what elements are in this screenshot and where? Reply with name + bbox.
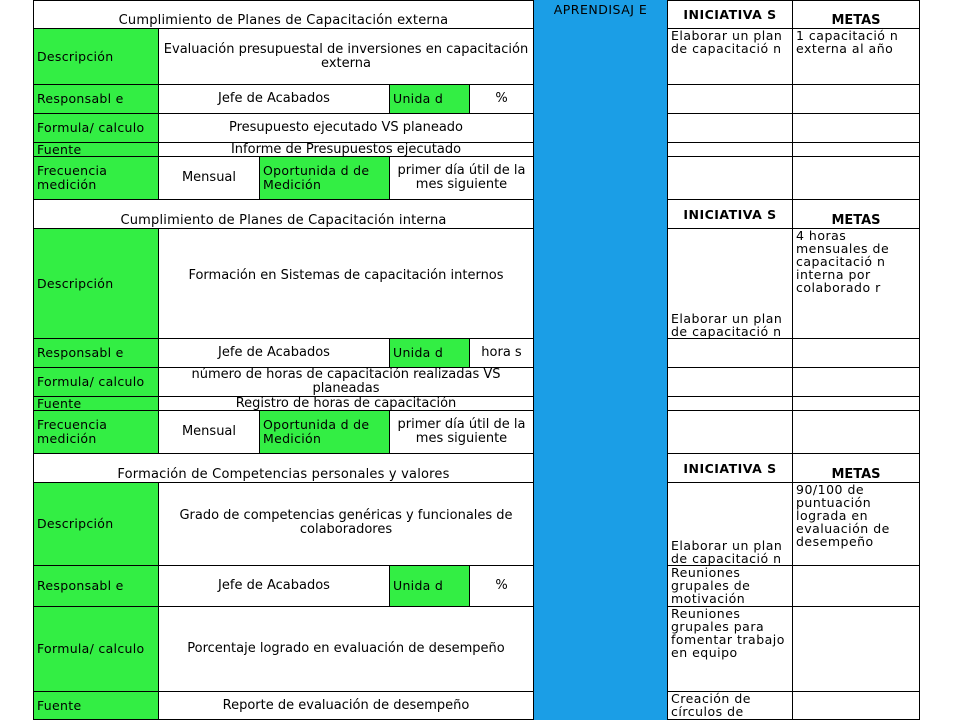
iniciativa-text: Reuniones grupales para fomentar trabajo en equipo	[671, 606, 785, 660]
s3-responsable	[158, 565, 390, 607]
iniciativa-text: Elaborar un plan de capacitació n	[671, 538, 783, 566]
s1-meta-empty	[792, 113, 920, 143]
formula-text: número de horas de capacitación realizadas VS planeadas	[191, 367, 501, 396]
aprendizaje-header: APRENDISAJ E	[553, 2, 648, 17]
label-text: Fuente	[37, 142, 82, 157]
section-3-metas-header	[792, 453, 920, 483]
section-3-iniciativas-header	[667, 453, 793, 483]
section-2-metas-header	[792, 199, 920, 229]
s1-label-frecuencia	[33, 156, 159, 200]
section-2-title-text: Cumplimiento de Planes de Capacitación interna	[120, 213, 447, 228]
s3-iniciativa-2	[667, 565, 793, 607]
label-text: Oportunida d de Medición	[263, 163, 370, 192]
s2-formula	[158, 367, 534, 397]
s1-unidad	[469, 84, 534, 114]
s2-fuente	[158, 396, 534, 411]
meta-text: 90/100 de puntuación lograda en evaluación de desempeño	[796, 482, 890, 549]
s2-oportunidad	[389, 410, 534, 454]
section-1-iniciativas-header	[667, 0, 793, 29]
s1-meta	[792, 28, 920, 85]
iniciativa-text: Elaborar un plan de capacitació n	[671, 28, 783, 56]
s1-meta-empty	[792, 84, 920, 114]
s1-iniciativa-empty	[667, 156, 793, 200]
fuente-text: Informe de Presupuestos ejecutado	[230, 142, 462, 157]
s1-meta-empty	[792, 142, 920, 157]
s2-label-formula	[33, 367, 159, 397]
label-text: Frecuencia medición	[37, 163, 108, 192]
s2-meta	[792, 228, 920, 339]
iniciativas-header-text: INICIATIVA S	[683, 7, 777, 22]
responsable-text: Jefe de Acabados	[218, 91, 330, 106]
s1-iniciativa-empty	[667, 142, 793, 157]
section-2-title	[33, 199, 534, 229]
s2-frecuencia	[158, 410, 260, 454]
s2-label-oportunidad	[259, 410, 390, 454]
unidad-text: hora s	[481, 345, 522, 360]
iniciativa-text: Reuniones grupales de motivación	[671, 565, 751, 606]
s2-responsable	[158, 338, 390, 368]
label-text: Frecuencia medición	[37, 417, 108, 446]
frecuencia-text: Mensual	[181, 170, 237, 185]
s3-label-fuente	[33, 691, 159, 720]
s2-iniciativa-empty	[667, 396, 793, 411]
s3-iniciativa-1	[667, 482, 793, 566]
iniciativas-header-text: INICIATIVA S	[683, 206, 777, 222]
s2-label-fuente	[33, 396, 159, 411]
s3-iniciativa-3	[667, 606, 793, 692]
label-text: Unida d	[393, 345, 444, 360]
label-text: Formula/ calculo	[37, 120, 145, 135]
descripcion-text: Formación en Sistemas de capacitación internos	[188, 268, 504, 283]
label-text: Descripción	[37, 48, 114, 64]
s2-meta-empty	[792, 338, 920, 368]
s1-label-responsable	[33, 84, 159, 114]
s3-formula	[158, 606, 534, 692]
s3-label-unidad	[389, 565, 470, 607]
section-1-title	[33, 0, 534, 29]
s1-iniciativa	[667, 28, 793, 85]
s1-formula	[158, 113, 534, 143]
label-text: Unida d	[393, 578, 444, 593]
s2-unidad	[469, 338, 534, 368]
meta-text: 1 capacitació n externa al año	[796, 28, 899, 56]
label-text: Descripción	[37, 275, 114, 291]
s3-label-responsable	[33, 565, 159, 607]
s2-meta-empty	[792, 367, 920, 397]
descripcion-text: Grado de competencias genéricas y funcionales de colaboradores	[179, 508, 513, 537]
s3-label-descripcion	[33, 482, 159, 566]
responsable-text: Jefe de Acabados	[218, 345, 330, 360]
oportunidad-text: primer día útil de la mes siguiente	[397, 163, 526, 192]
label-text: Descripción	[37, 516, 114, 531]
s3-meta-empty	[792, 565, 920, 607]
unidad-text: %	[495, 578, 508, 593]
s2-iniciativa-empty	[667, 367, 793, 397]
s1-label-oportunidad	[259, 156, 390, 200]
label-text: Formula/ calculo	[37, 374, 145, 389]
s3-iniciativa-4	[667, 691, 793, 720]
s2-label-unidad	[389, 338, 470, 368]
indicator-table	[33, 0, 920, 720]
oportunidad-text: primer día útil de la mes siguiente	[397, 417, 526, 446]
s2-iniciativa-empty	[667, 338, 793, 368]
metas-header-text: METAS	[831, 467, 881, 482]
s2-descripcion	[158, 228, 534, 339]
s2-meta-empty	[792, 396, 920, 411]
s1-descripcion	[158, 28, 534, 85]
label-text: Oportunida d de Medición	[263, 417, 370, 446]
iniciativa-text: Elaborar un plan de capacitació n	[671, 311, 783, 339]
s1-responsable	[158, 84, 390, 114]
s2-label-descripcion	[33, 228, 159, 339]
meta-text: 4 horas mensuales de capacitació n interna por colaborado r	[796, 228, 890, 295]
section-3-title-text: Formación de Competencias personales y valores	[117, 467, 450, 482]
iniciativa-text: Creación de círculos de	[671, 691, 751, 719]
s2-meta-empty	[792, 410, 920, 454]
s3-label-formula	[33, 606, 159, 692]
s3-fuente	[158, 691, 534, 720]
fuente-text: Reporte de evaluación de desempeño	[222, 697, 470, 713]
s1-frecuencia	[158, 156, 260, 200]
s1-iniciativa-empty	[667, 84, 793, 114]
label-text: Responsabl e	[37, 578, 124, 593]
s3-descripcion	[158, 482, 534, 566]
s1-label-descripcion	[33, 28, 159, 85]
formula-text: Porcentaje logrado en evaluación de desempeño	[187, 641, 505, 656]
label-text: Fuente	[37, 396, 82, 411]
s1-iniciativa-empty	[667, 113, 793, 143]
label-text: Responsabl e	[37, 91, 124, 106]
s3-unidad	[469, 565, 534, 607]
frecuencia-text: Mensual	[181, 424, 237, 439]
s1-label-formula	[33, 113, 159, 143]
metas-header-text: METAS	[831, 213, 881, 228]
label-text: Unida d	[393, 91, 444, 106]
s3-meta-empty	[792, 606, 920, 692]
s1-oportunidad	[389, 156, 534, 200]
s2-iniciativa	[667, 228, 793, 339]
formula-text: Presupuesto ejecutado VS planeado	[228, 120, 464, 135]
aprendizaje-column	[533, 0, 668, 720]
s1-meta-empty	[792, 156, 920, 200]
section-3-title	[33, 453, 534, 483]
s1-label-unidad	[389, 84, 470, 114]
responsable-text: Jefe de Acabados	[218, 578, 330, 593]
unidad-text: %	[495, 91, 508, 106]
section-2-iniciativas-header	[667, 199, 793, 229]
label-text: Formula/ calculo	[37, 641, 145, 656]
iniciativas-header-text: INICIATIVA S	[683, 460, 777, 476]
section-1-metas-header	[792, 0, 920, 29]
metas-header-text: METAS	[831, 13, 881, 28]
descripcion-text: Evaluación presupuestal de inversiones en capacitación externa	[163, 41, 529, 71]
label-text: Responsabl e	[37, 345, 124, 360]
s2-label-frecuencia	[33, 410, 159, 454]
s3-meta	[792, 482, 920, 566]
s1-label-fuente	[33, 142, 159, 157]
s1-fuente	[158, 142, 534, 157]
fuente-text: Registro de horas de capacitación	[235, 396, 457, 411]
section-1-title-text: Cumplimiento de Planes de Capacitación externa	[118, 13, 449, 28]
s3-meta-empty	[792, 691, 920, 720]
label-text: Fuente	[37, 697, 82, 713]
s2-iniciativa-empty	[667, 410, 793, 454]
s2-label-responsable	[33, 338, 159, 368]
